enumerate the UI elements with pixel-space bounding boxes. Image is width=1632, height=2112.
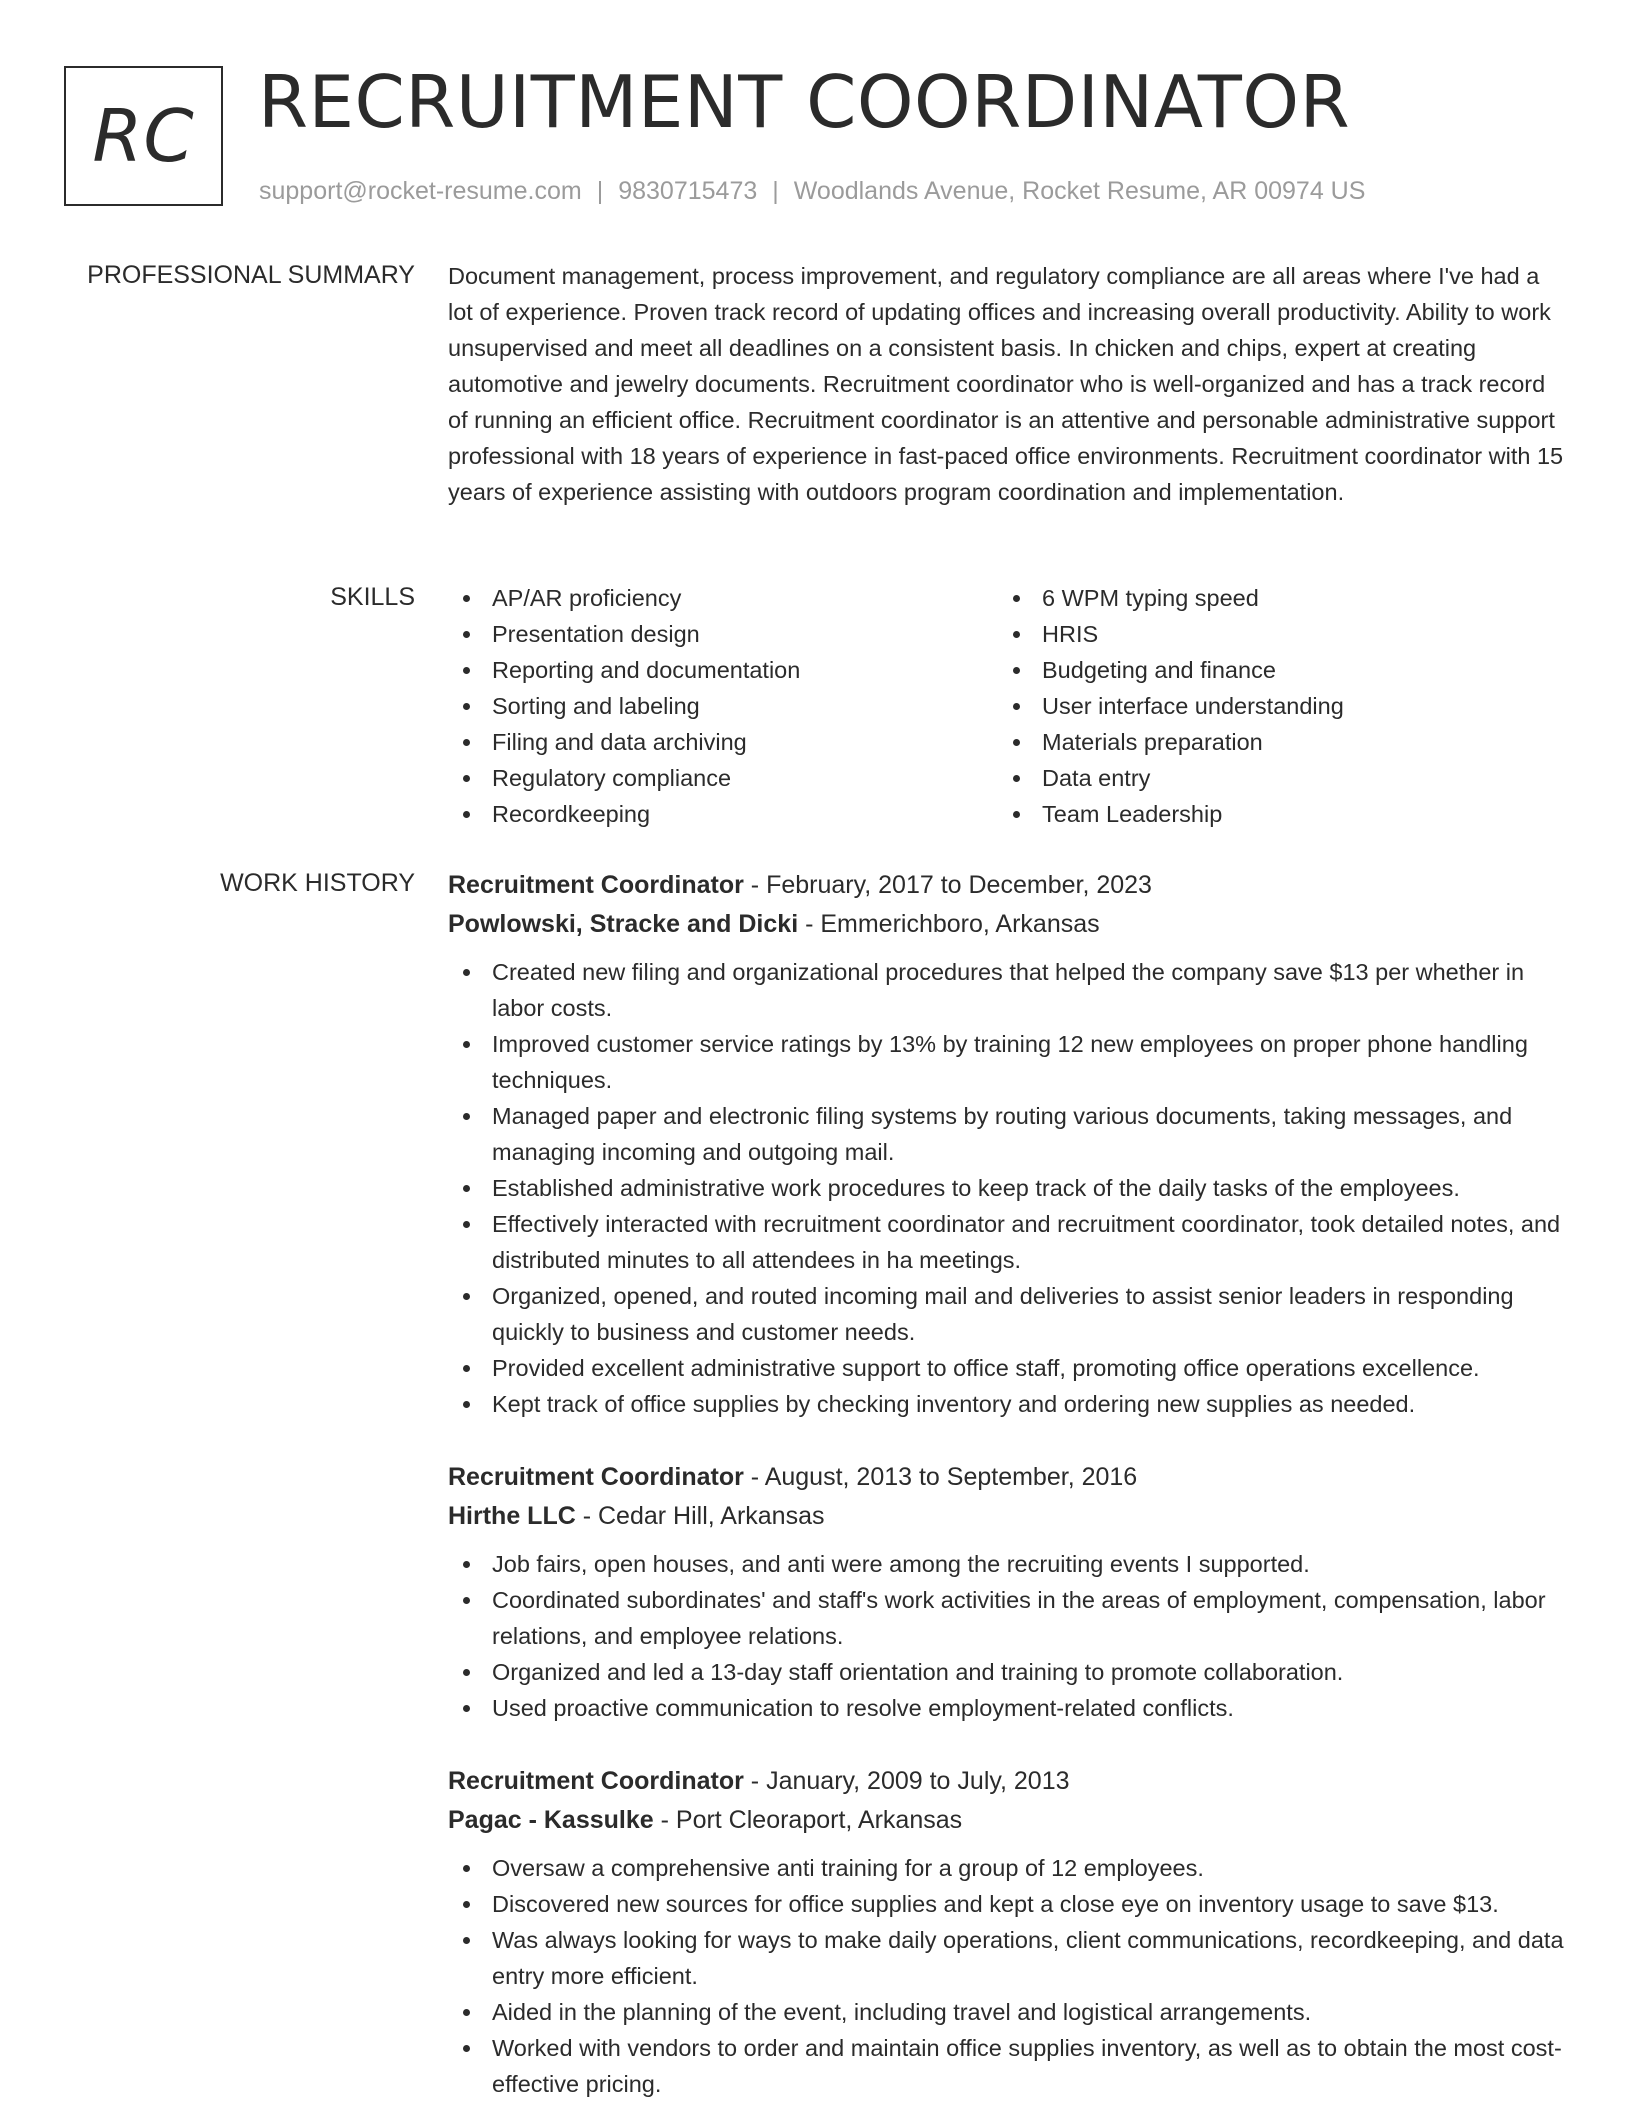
job-company-line [448, 905, 1570, 944]
skill-item: Budgeting and finance [998, 652, 1548, 688]
job-bullet: Oversaw a comprehensive anti training for a group of 12 employees. [448, 1850, 1570, 1886]
job-title: Recruitment Coordinator [448, 1463, 744, 1491]
contact-separator: | [772, 177, 779, 205]
skill-item: AP/AR proficiency [448, 580, 998, 616]
job-bullet: Was always looking for ways to make daily operations, client communications, recordkeeping, and data entry more efficient. [448, 1922, 1570, 1994]
job-entry [448, 1762, 1570, 2102]
job-company: Powlowski, Stracke and Dicki [448, 910, 799, 938]
initials-monogram [64, 66, 223, 206]
job-company: Hirthe LLC [448, 1502, 576, 1530]
job-bullet-list [448, 954, 1570, 1422]
work-history-heading: WORK HISTORY [220, 869, 415, 897]
skill-item: Recordkeeping [448, 796, 998, 832]
candidate-name: RECRUITMENT COORDINATOR [258, 60, 1351, 144]
contact-email: support@rocket-resume.com [259, 177, 582, 205]
job-bullet: Established administrative work procedures to keep track of the daily tasks of the employees. [448, 1170, 1570, 1206]
skill-item: User interface understanding [998, 688, 1548, 724]
skill-item: Regulatory compliance [448, 760, 998, 796]
job-bullet: Improved customer service ratings by 13% by training 12 new employees on proper phone handling techniques. [448, 1026, 1570, 1098]
job-dates: - February, 2017 to December, 2023 [743, 871, 1152, 899]
job-bullet: Coordinated subordinates' and staff's work activities in the areas of employment, compensation, labor relations, and employee relations. [448, 1582, 1570, 1654]
job-company: Pagac - Kassulke [448, 1806, 654, 1834]
job-bullet: Organized and led a 13-day staff orientation and training to promote collaboration. [448, 1654, 1570, 1690]
job-bullet: Discovered new sources for office supplies and kept a close eye on inventory usage to save $13. [448, 1886, 1570, 1922]
work-history-body [448, 866, 1570, 2102]
job-company-line [448, 1801, 1570, 1840]
skill-item: Materials preparation [998, 724, 1548, 760]
job-bullet: Aided in the planning of the event, including travel and logistical arrangements. [448, 1994, 1570, 2030]
contact-phone: 9830715473 [618, 177, 758, 205]
skills-list-left [448, 580, 998, 832]
skills-heading: SKILLS [330, 583, 415, 611]
skill-item: Data entry [998, 760, 1548, 796]
contact-line [259, 174, 1365, 208]
job-bullet: Managed paper and electronic filing systems by routing various documents, taking messages, and managing incoming and outgoing mail. [448, 1098, 1570, 1170]
job-bullet: Used proactive communication to resolve employment-related conflicts. [448, 1690, 1570, 1726]
job-bullet: Job fairs, open houses, and anti were among the recruiting events I supported. [448, 1546, 1570, 1582]
job-dates: - August, 2013 to September, 2016 [743, 1463, 1138, 1491]
job-title-line [448, 1458, 1570, 1497]
job-bullet: Worked with vendors to order and maintain office supplies inventory, as well as to obtain the most cost-effective pricing. [448, 2030, 1570, 2102]
skill-item: Sorting and labeling [448, 688, 998, 724]
summary-heading: PROFESSIONAL SUMMARY [87, 261, 415, 289]
job-location: - Port Cleoraport, Arkansas [653, 1806, 963, 1834]
job-title-line [448, 1762, 1570, 1801]
job-bullet-list [448, 1546, 1570, 1726]
job-location: - Emmerichboro, Arkansas [798, 910, 1100, 938]
job-location: - Cedar Hill, Arkansas [575, 1502, 825, 1530]
job-bullet: Created new filing and organizational procedures that helped the company save $13 per whether in labor costs. [448, 954, 1570, 1026]
job-company-line [448, 1497, 1570, 1536]
job-entry [448, 866, 1570, 1422]
job-title-line [448, 866, 1570, 905]
skill-item: Presentation design [448, 616, 998, 652]
job-title: Recruitment Coordinator [448, 1767, 744, 1795]
skill-item: Team Leadership [998, 796, 1548, 832]
job-entry [448, 1458, 1570, 1726]
job-bullet-list [448, 1850, 1570, 2102]
skill-item: HRIS [998, 616, 1548, 652]
job-dates: - January, 2009 to July, 2013 [743, 1767, 1070, 1795]
skill-item: 6 WPM typing speed [998, 580, 1548, 616]
initials-text: RC [92, 94, 195, 178]
summary-body [448, 258, 1570, 510]
job-bullet: Organized, opened, and routed incoming mail and deliveries to assist senior leaders in responding quickly to business and customer needs. [448, 1278, 1570, 1350]
skills-list-right [998, 580, 1548, 832]
contact-separator: | [596, 177, 604, 205]
job-bullet: Effectively interacted with recruitment coordinator and recruitment coordinator, took detailed notes, and distributed minutes to all attendees in ha meetings. [448, 1206, 1570, 1278]
job-title: Recruitment Coordinator [448, 871, 744, 899]
job-bullet: Kept track of office supplies by checking inventory and ordering new supplies as needed. [448, 1386, 1570, 1422]
skill-item: Filing and data archiving [448, 724, 998, 760]
job-bullet: Provided excellent administrative support to office staff, promoting office operations excellence. [448, 1350, 1570, 1386]
contact-address: Woodlands Avenue, Rocket Resume, AR 00974 US [793, 177, 1366, 205]
summary-text: Document management, process improvement, and regulatory compliance are all areas where I've had a lot of experience. Proven track record of updating offices and increasing overall productivity. Ability to work unsupervised and meet all deadlines on a consistent basis. In chicken and chips, expert at creating automotive and jewelry documents. Recruitment coordinator who is well-organized and has a track record of running an efficient office. Recruitment coordinator is an attentive and personable administrative support professional with 18 years of experience in fast-paced office environments. Recruitment coordinator with 15 years of experience assisting with outdoors program coordination and implementation. [448, 263, 1564, 505]
skills-body [448, 580, 1570, 832]
skills-columns [448, 580, 1570, 832]
skill-item: Reporting and documentation [448, 652, 998, 688]
